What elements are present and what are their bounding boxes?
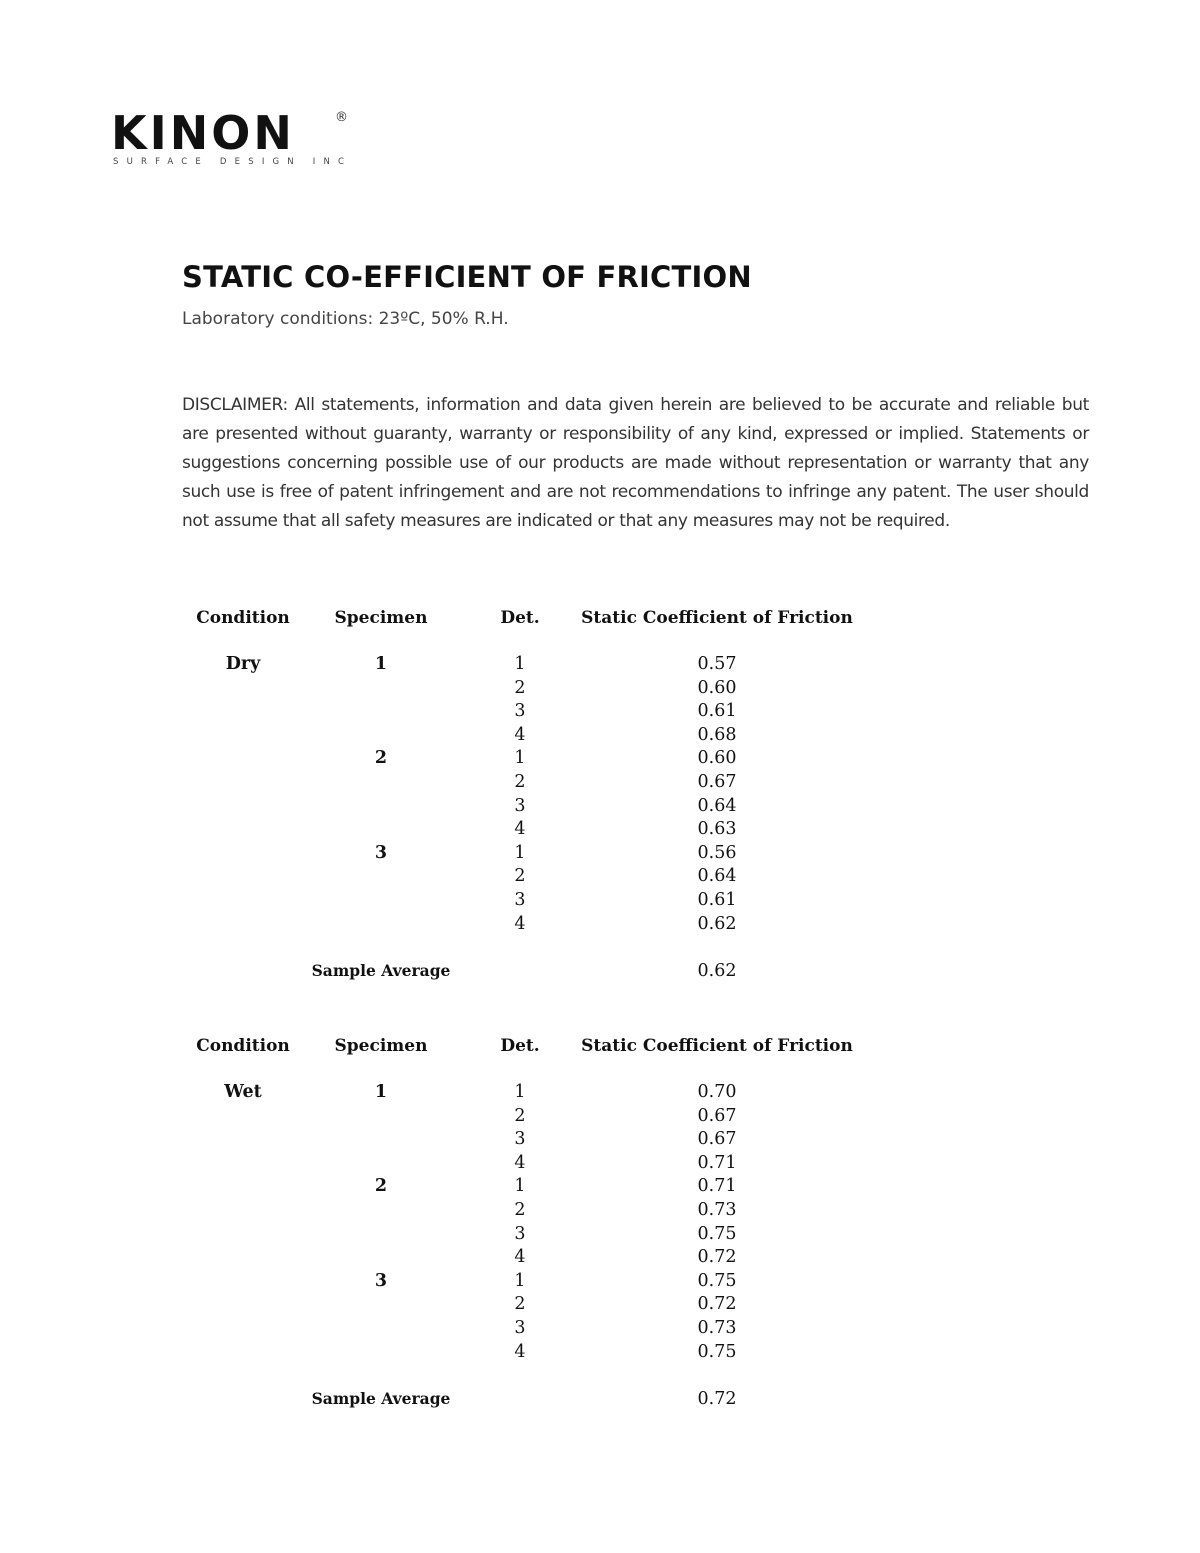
det-cell: 2 xyxy=(514,1294,526,1315)
det-header: Det. xyxy=(500,1036,540,1056)
table-row xyxy=(182,819,882,843)
specimen-cell: 3 xyxy=(374,842,388,863)
table-row xyxy=(182,1082,882,1106)
specimen-cell: 3 xyxy=(374,1270,388,1291)
coefficient-cell: 0.71 xyxy=(697,1176,737,1197)
table-row xyxy=(182,1106,882,1130)
coefficient-cell: 0.72 xyxy=(697,1294,737,1315)
table-row xyxy=(182,1271,882,1295)
table-row xyxy=(182,678,882,702)
sample-average-label: Sample Average xyxy=(311,961,451,981)
disclaimer-text: DISCLAIMER: All statements, information and data given herein are believed to be accurate and reliable but are presented without guaranty, warranty or responsibility of any kind, expressed or implied. Statements or suggestions concerning possible use of our products are made without representation or warranty that any such use is free of patent infringement and are not recommendations to infringe any patent. The user should not assume that all safety measures are indicated or that any measures may not be required. xyxy=(182,395,1089,531)
coefficient-cell: 0.68 xyxy=(697,724,737,745)
sample-average-value: 0.62 xyxy=(697,961,737,982)
condition-header: Condition xyxy=(196,608,290,628)
det-header: Det. xyxy=(500,608,540,628)
table-row xyxy=(182,654,882,678)
dry-friction-table xyxy=(182,608,882,985)
table-header-row xyxy=(182,608,882,654)
det-cell: 4 xyxy=(514,724,526,745)
det-cell: 3 xyxy=(514,701,526,722)
det-cell: 4 xyxy=(514,1152,526,1173)
specimen-cell: 1 xyxy=(374,1082,388,1102)
table-row xyxy=(182,1318,882,1342)
sample-average-value: 0.72 xyxy=(697,1389,737,1410)
det-cell: 1 xyxy=(514,842,526,863)
det-cell: 4 xyxy=(514,1341,526,1362)
specimen-cell: 1 xyxy=(374,654,388,674)
page-title: STATIC CO-EFFICIENT OF FRICTION xyxy=(182,260,752,294)
det-cell: 4 xyxy=(514,1247,526,1268)
table-row xyxy=(182,1247,882,1271)
table-row xyxy=(182,890,882,914)
det-cell: 1 xyxy=(514,1082,526,1102)
condition-header: Condition xyxy=(196,1036,290,1056)
det-cell: 2 xyxy=(514,771,526,792)
table-row xyxy=(182,1153,882,1177)
coefficient-cell: 0.70 xyxy=(697,1082,737,1102)
det-cell: 2 xyxy=(514,1199,526,1220)
coefficient-cell: 0.63 xyxy=(697,819,737,840)
specimen-cell: 2 xyxy=(374,1176,388,1197)
registered-mark: ® xyxy=(335,110,348,125)
coefficient-cell: 0.62 xyxy=(697,913,737,934)
table-row xyxy=(182,914,882,938)
table-row xyxy=(182,1294,882,1318)
condition-cell: Wet xyxy=(224,1082,262,1102)
coefficient-cell: 0.64 xyxy=(697,795,737,816)
coefficient-cell: 0.61 xyxy=(697,889,737,910)
det-cell: 1 xyxy=(514,1270,526,1291)
coefficient-header: Static Coefficient of Friction xyxy=(581,608,853,628)
det-cell: 1 xyxy=(514,654,526,674)
table-row xyxy=(182,748,882,772)
det-cell: 3 xyxy=(514,795,526,816)
table-row xyxy=(182,701,882,725)
coefficient-cell: 0.64 xyxy=(697,866,737,887)
wet-friction-table xyxy=(182,1036,882,1413)
condition-cell: Dry xyxy=(225,654,261,674)
coefficient-cell: 0.73 xyxy=(697,1317,737,1338)
coefficient-cell: 0.60 xyxy=(697,748,737,769)
det-cell: 3 xyxy=(514,1129,526,1150)
coefficient-cell: 0.67 xyxy=(697,1105,737,1126)
logo-tagline: SURFACE DESIGN INC xyxy=(113,157,353,167)
logo-wordmark: KINON xyxy=(111,106,295,160)
sample-average-row xyxy=(182,1389,882,1413)
sample-average-row xyxy=(182,961,882,985)
table-row xyxy=(182,843,882,867)
coefficient-header: Static Coefficient of Friction xyxy=(581,1036,853,1056)
coefficient-cell: 0.67 xyxy=(697,1129,737,1150)
table-row xyxy=(182,1224,882,1248)
coefficient-cell: 0.75 xyxy=(697,1341,737,1362)
table-row xyxy=(182,725,882,749)
table-row xyxy=(182,1176,882,1200)
table-row xyxy=(182,772,882,796)
det-cell: 3 xyxy=(514,1317,526,1338)
table-header-row xyxy=(182,1036,882,1082)
coefficient-cell: 0.60 xyxy=(697,677,737,698)
coefficient-cell: 0.61 xyxy=(697,701,737,722)
sample-average-label: Sample Average xyxy=(311,1389,451,1409)
det-cell: 2 xyxy=(514,677,526,698)
det-cell: 2 xyxy=(514,866,526,887)
det-cell: 2 xyxy=(514,1105,526,1126)
specimen-header: Specimen xyxy=(334,1036,428,1056)
det-cell: 3 xyxy=(514,1223,526,1244)
coefficient-cell: 0.56 xyxy=(697,842,737,863)
table-row xyxy=(182,796,882,820)
det-cell: 4 xyxy=(514,913,526,934)
table-row xyxy=(182,1342,882,1366)
kinon-logo xyxy=(111,106,353,170)
coefficient-cell: 0.73 xyxy=(697,1199,737,1220)
specimen-header: Specimen xyxy=(334,608,428,628)
det-cell: 1 xyxy=(514,748,526,769)
lab-conditions: Laboratory conditions: 23ºC, 50% R.H. xyxy=(182,309,509,329)
table-row xyxy=(182,1200,882,1224)
det-cell: 4 xyxy=(514,819,526,840)
coefficient-cell: 0.57 xyxy=(697,654,737,674)
det-cell: 1 xyxy=(514,1176,526,1197)
coefficient-cell: 0.72 xyxy=(697,1247,737,1268)
specimen-cell: 2 xyxy=(374,748,388,769)
table-row xyxy=(182,866,882,890)
coefficient-cell: 0.75 xyxy=(697,1223,737,1244)
det-cell: 3 xyxy=(514,889,526,910)
table-row xyxy=(182,1129,882,1153)
coefficient-cell: 0.75 xyxy=(697,1270,737,1291)
coefficient-cell: 0.71 xyxy=(697,1152,737,1173)
coefficient-cell: 0.67 xyxy=(697,771,737,792)
